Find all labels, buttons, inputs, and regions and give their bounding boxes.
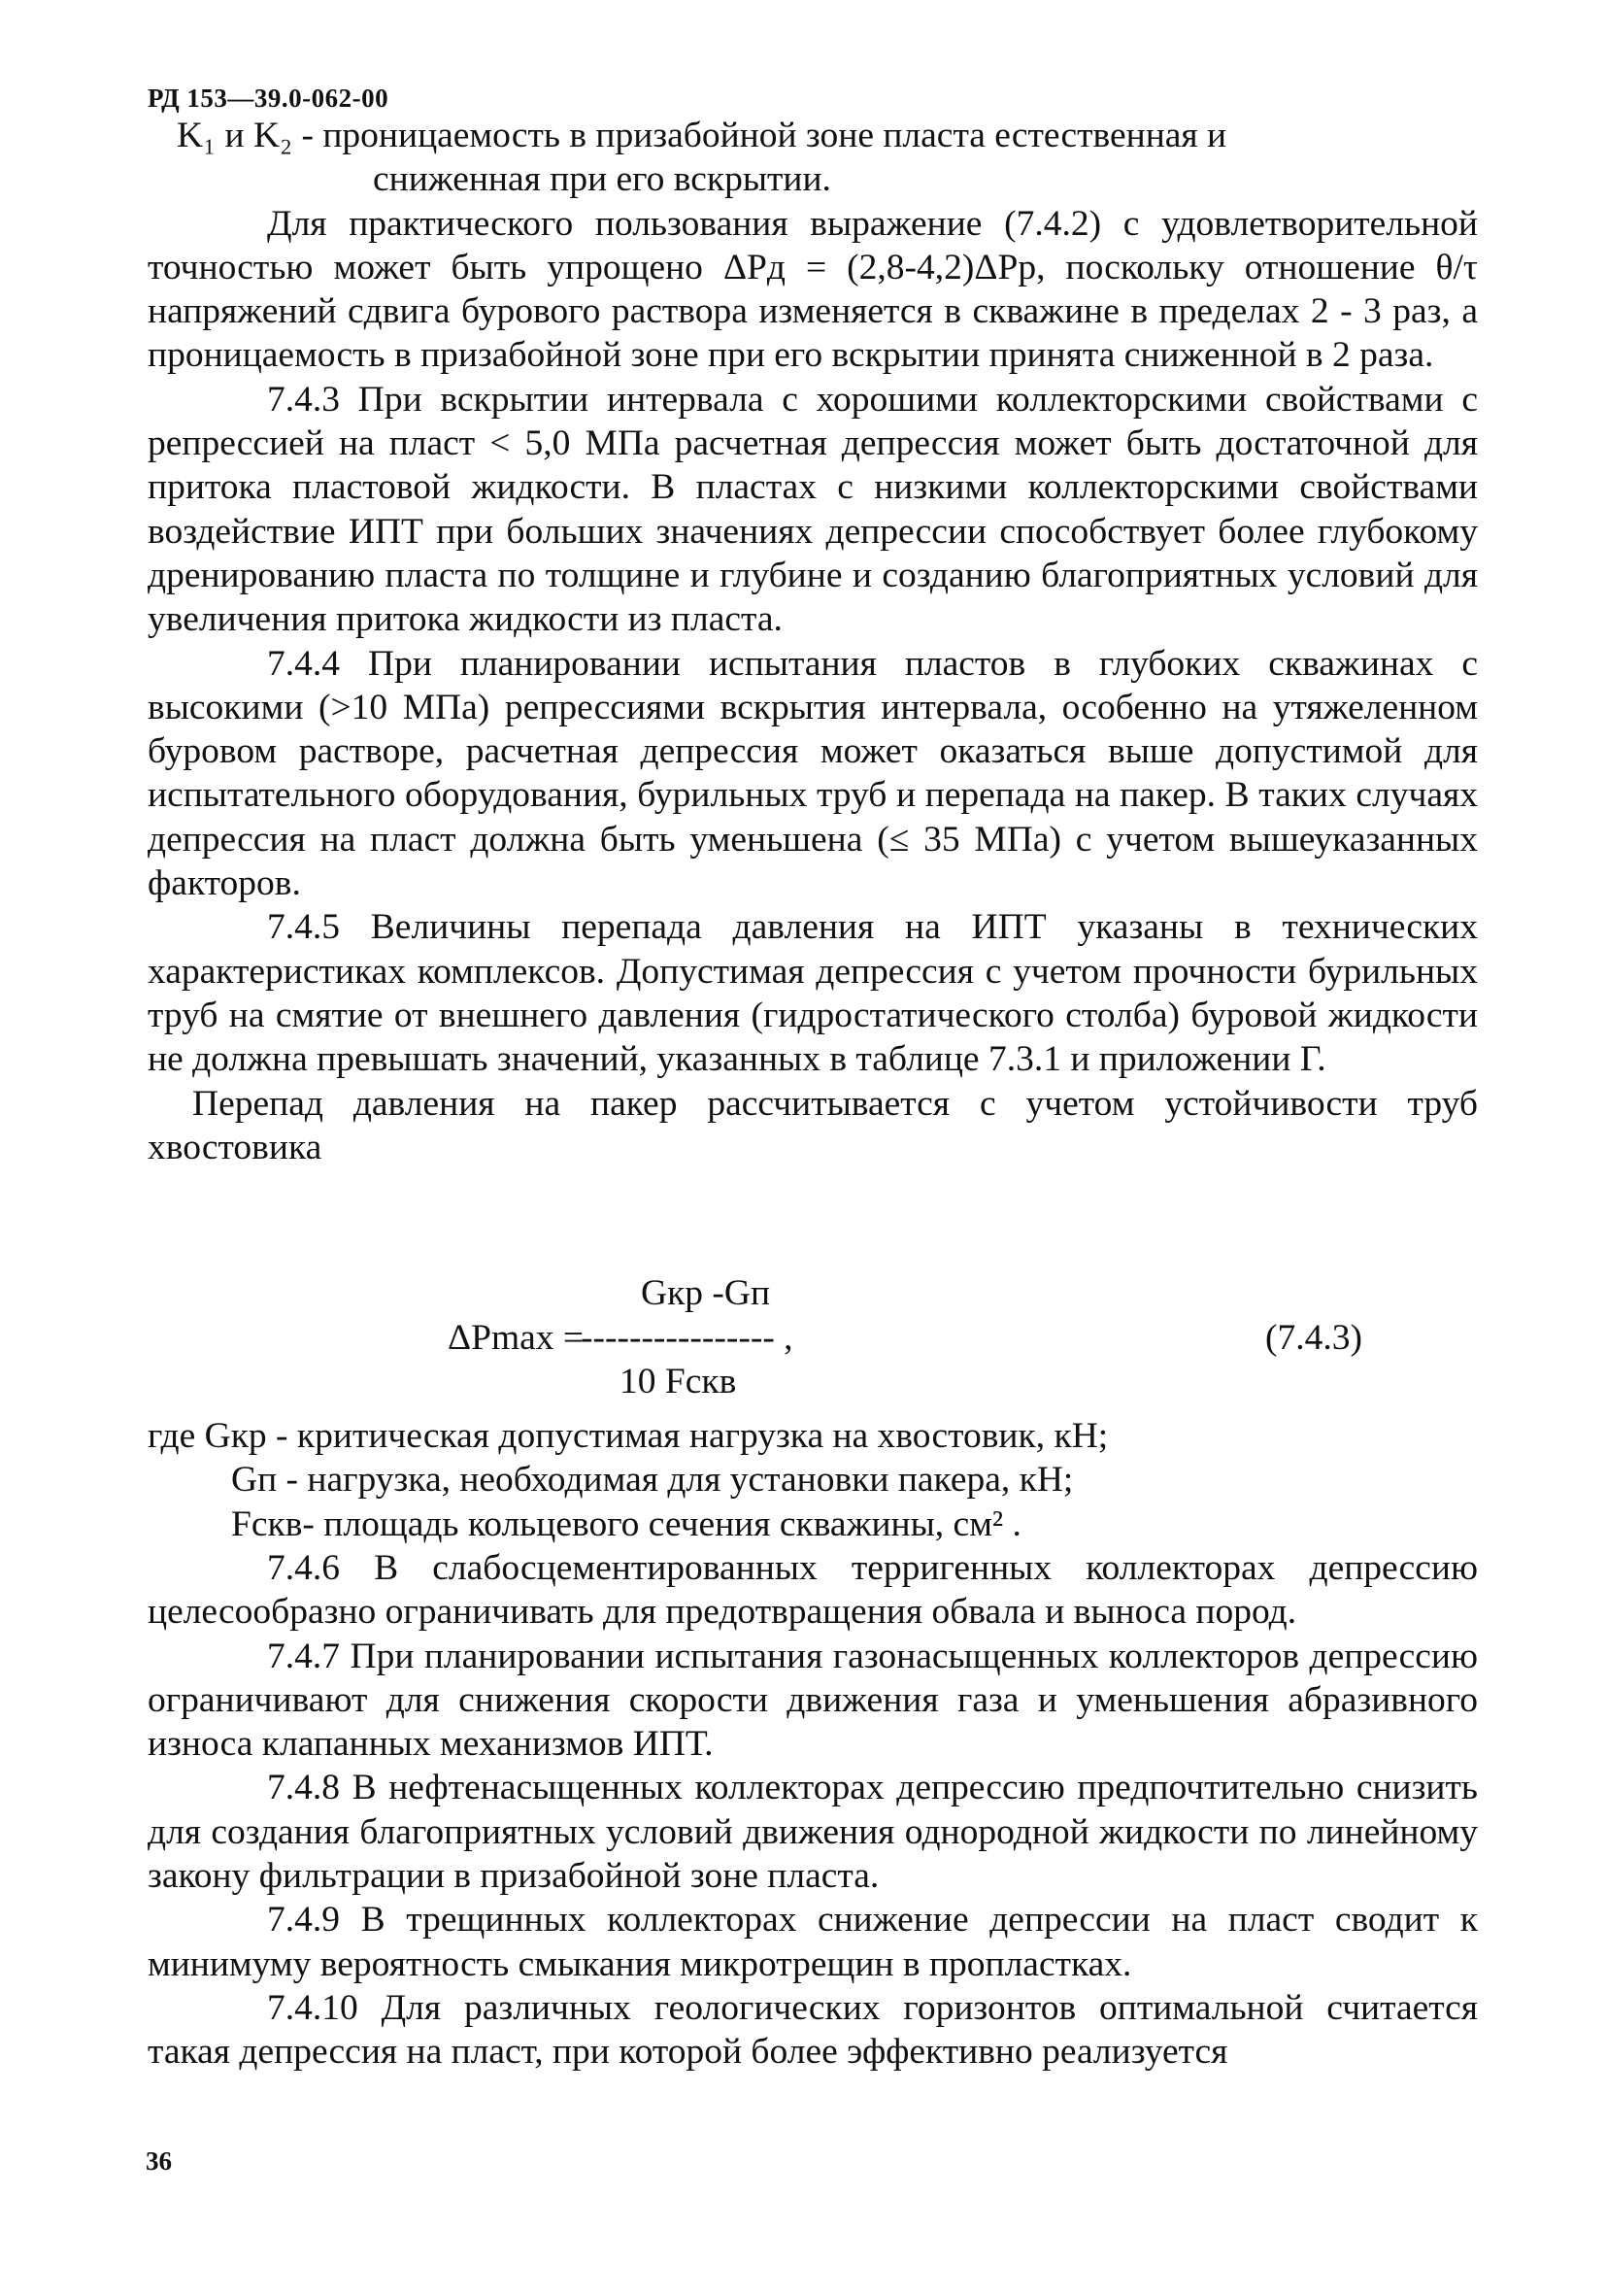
paragraph-pressure-drop: Перепад давления на пакер рассчитывается с учетом устойчивости труб хвостовика (148, 1083, 1478, 1167)
paragraph-7-4-5: 7.4.5 Величины перепада давления на ИПТ указаны в технических характеристиках комплексов. Допустимая депрессия с учетом прочности бурильных труб на смятие от внешнего давления (гидростатического столба) буровой жидкости не должна превышать значений, указанных в таблице 7.3.1 и приложении Г. (148, 907, 1478, 1080)
formula-legend (148, 1414, 1478, 1546)
formula-lhs: ΔPmax = (448, 1318, 585, 1358)
legend-line-gkr: где Gкр - критическая допустимая нагрузка на хвостовик, кН; (148, 1416, 1109, 1456)
formula-7-4-3 (148, 1272, 1478, 1408)
paragraph-simplification: Для практического пользования выражение (7.4.2) с удовлетворительной точностью может быть упрощено ΔPд = (2,8-4,2)ΔPр, поскольку отношение θ/τ напряжений сдвига бурового раствора изменяется в скважине в пределах 2 - 3 раз, а проницаемость в призабойной зоне при его вскрытии принята сниженной в 2 раза. (148, 203, 1478, 376)
formula-numerator: Gкр -Gп (641, 1273, 771, 1313)
paragraph-7-4-8: 7.4.8 В нефтенасыщенных коллекторах депрессию предпочтительно снизить для создания благоприятных условий движения однородной жидкости по линейному закону фильтрации в призабойной зоне пласта. (148, 1768, 1478, 1897)
paragraph-7-4-9: 7.4.9 В трещинных коллекторах снижение депрессии на пласт сводит к минимуму вероятность смыкания микротрещин в пропластках. (148, 1900, 1478, 1984)
paragraph-7-4-3: 7.4.3 При вскрытии интервала с хорошими коллекторскими свойствами с репрессией на пласт < 5,0 МПа расчетная депрессия может быть достаточной для притока пластовой жидкости. В пластах с низкими коллекторскими свойствами воздействие ИПТ при больших значениях депрессии способствует более глубокому дренированию пласта по толщине и глубине и созданию благоприятных условий для увеличения притока жидкости из пласта. (148, 379, 1478, 640)
top-text-block (148, 114, 1478, 1169)
definition-line-2: сниженная при его вскрытии. (373, 159, 831, 200)
paragraph-7-4-4: 7.4.4 При планировании испытания пластов в глубоких скважинах с высокими (>10 МПа) репрессиями вскрытия интервала, особенно на утяжеленном буровом растворе, расчетная депрессия может оказаться выше допустимой для испытательного оборудования, бурильных труб и перепада на пакер. В таких случаях депрессия на пласт должна быть уменьшена (≤ 35 МПа) с учетом вышеуказанных факторов. (148, 643, 1478, 904)
equation-number: (7.4.3) (1265, 1318, 1362, 1358)
page-number: 36 (146, 2146, 172, 2176)
document-header: РД 153—39.0-062-00 (148, 84, 389, 113)
bottom-text-block (148, 1546, 1478, 2075)
formula-fraction-line: ---------------- , (581, 1318, 793, 1358)
paragraph-7-4-7: 7.4.7 При планировании испытания газонасыщенных коллекторов депрессию ограничивают для снижения скорости движения газа и уменьшения абразивного износа клапанных механизмов ИПТ. (148, 1636, 1478, 1765)
paragraph-7-4-6: 7.4.6 В слабосцементированных терригенных коллекторах депрессию целесообразно ограничивать для предотвращения обвала и выноса пород. (148, 1548, 1478, 1633)
definition-line-1: K₁ и K₂ - проницаемость в призабойной зоне пласта естественная и (177, 116, 1227, 155)
legend-line-gp: Gп - нагрузка, необходимая для установки пакера, кН; (231, 1460, 1074, 1501)
legend-line-fskv: Fскв- площадь кольцевого сечения скважины, см² . (231, 1503, 1021, 1544)
paragraph-7-4-10: 7.4.10 Для различных геологических горизонтов оптимальной считается такая депрессия на пласт, при которой более эффективно реализуется (148, 1987, 1478, 2073)
formula-denominator: 10 Fскв (619, 1362, 737, 1401)
